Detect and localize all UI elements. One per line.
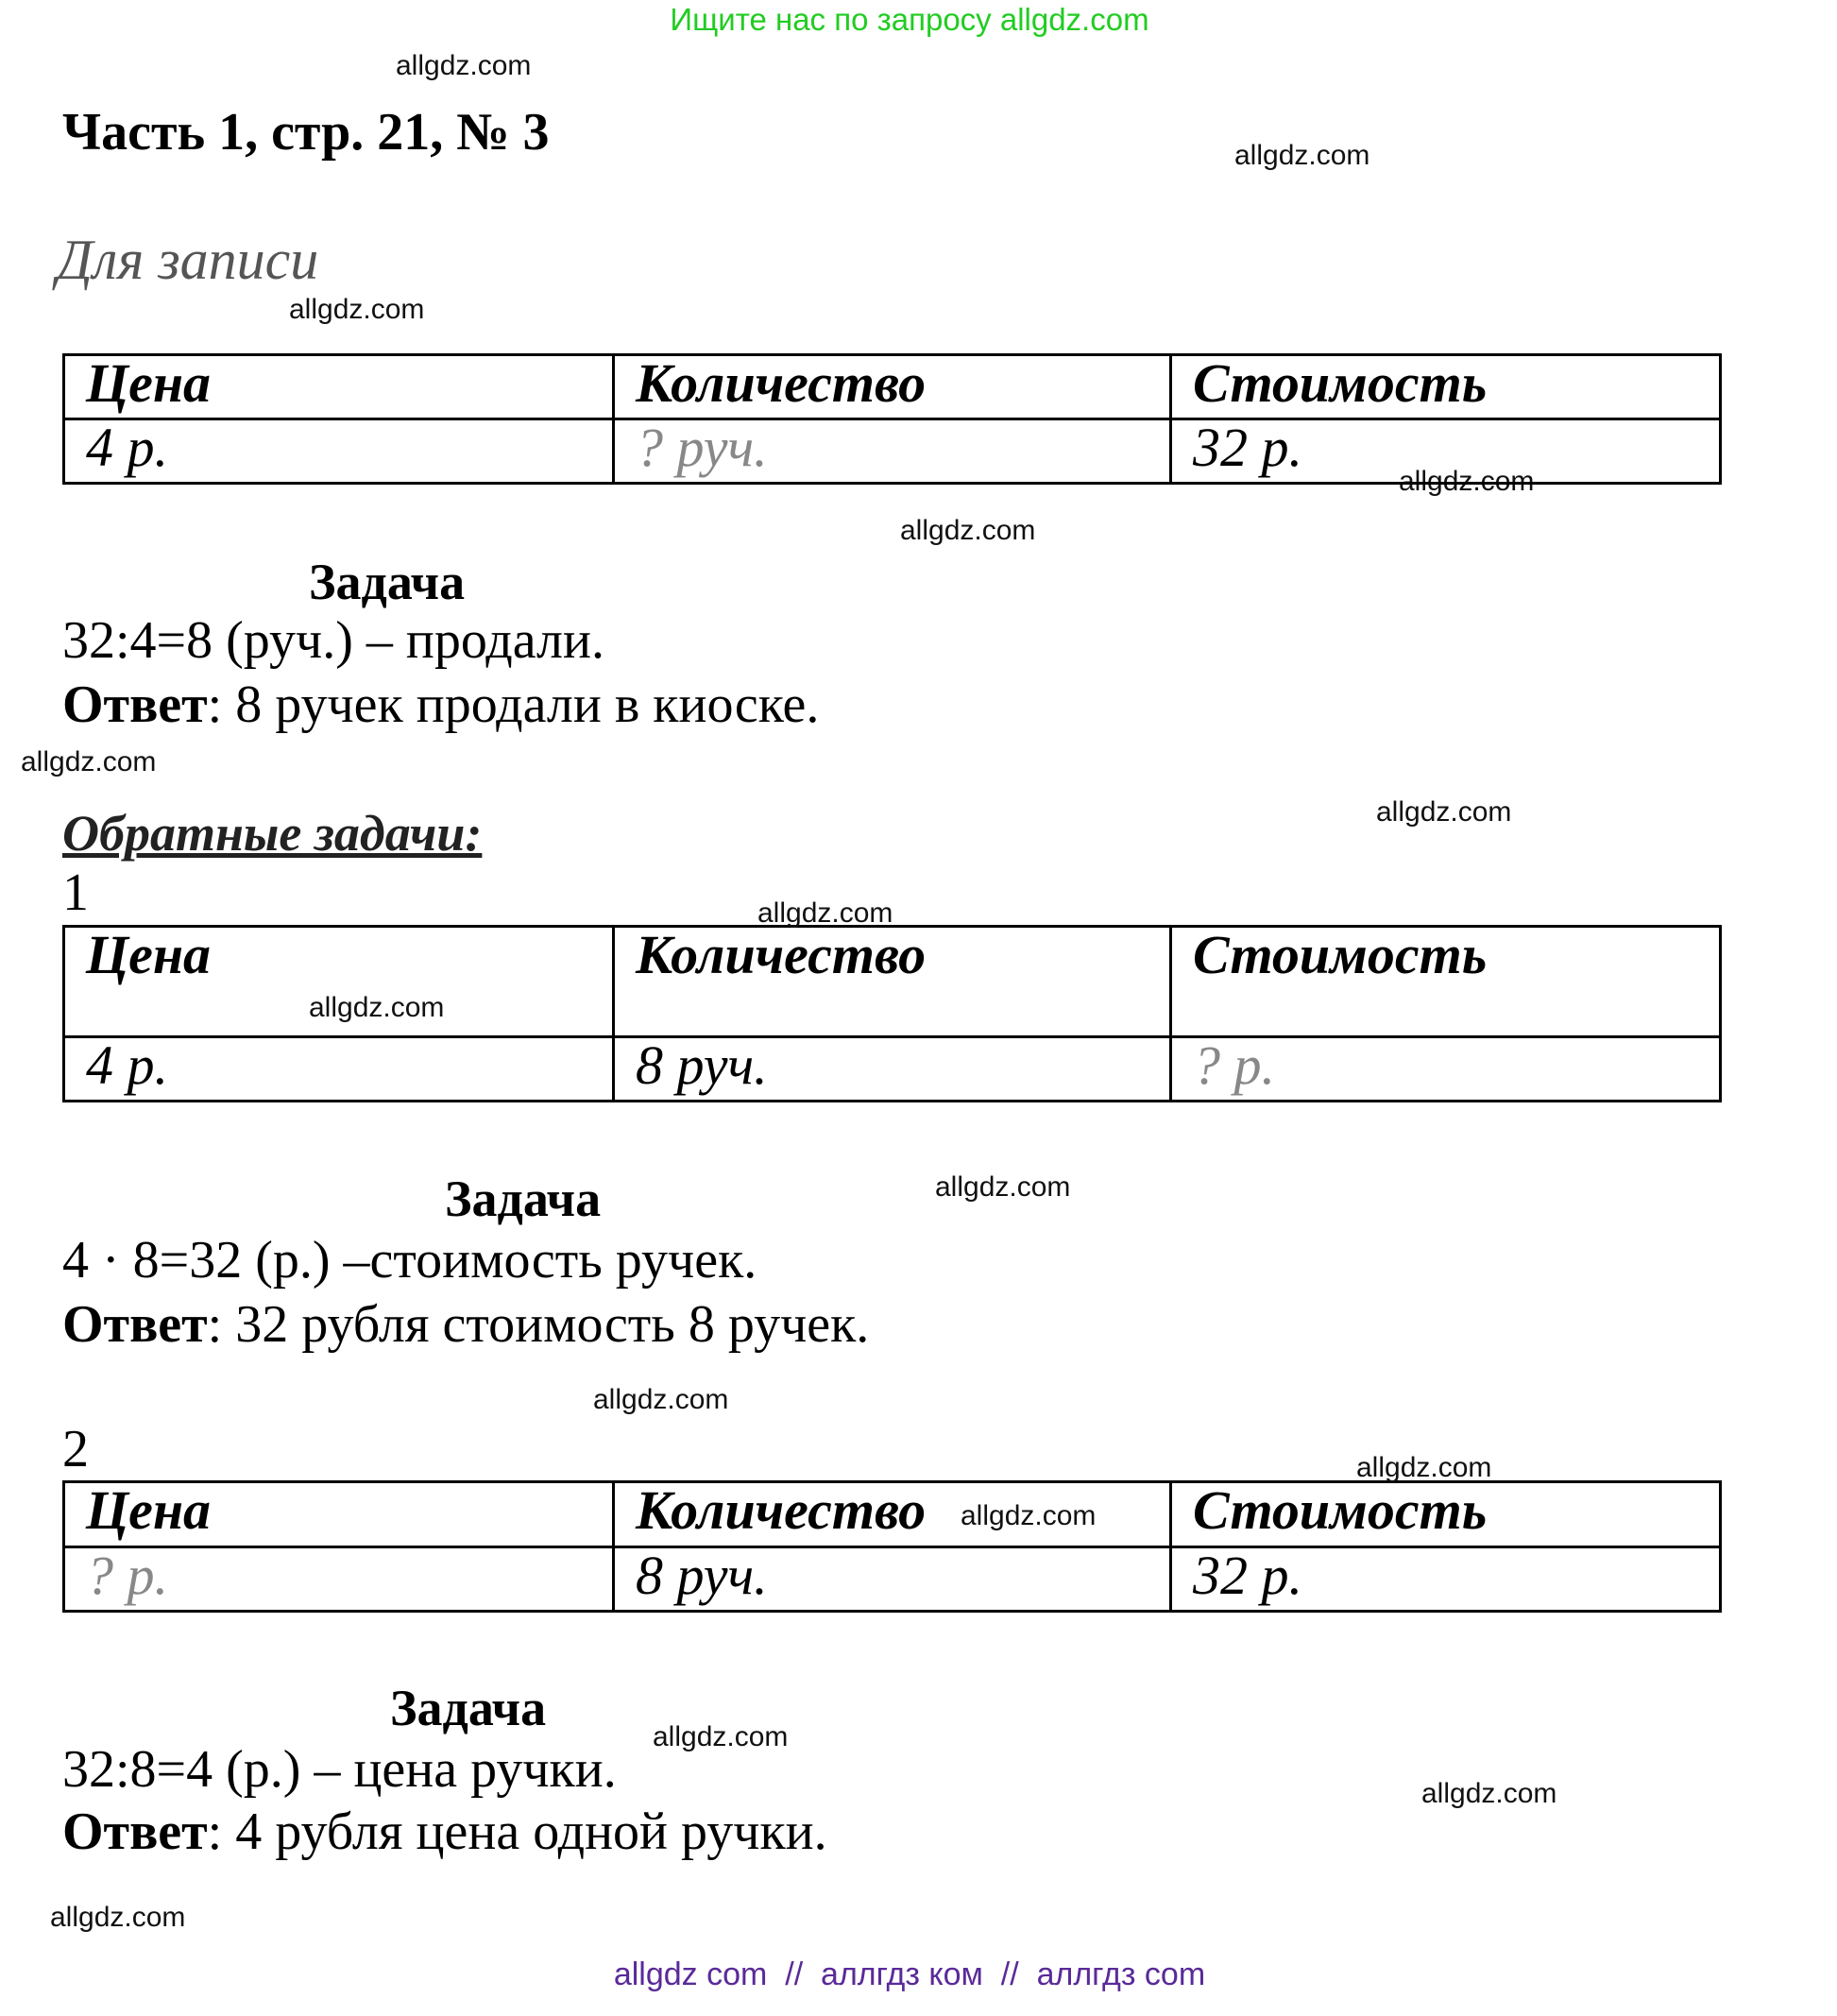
header-quantity: Количество [614, 355, 1171, 419]
watermark: allgdz.com [1376, 796, 1512, 828]
header-cost: Стоимость [1171, 1482, 1721, 1547]
watermark: allgdz.com [961, 1500, 1097, 1531]
header-cost: Стоимость [1171, 355, 1721, 419]
watermark: allgdz.com [50, 1902, 186, 1933]
solution-answer [62, 1295, 870, 1354]
header-cost: Стоимость [1171, 927, 1721, 1037]
header-quantity: Количество [614, 1482, 1171, 1547]
watermark: allgdz.com [1399, 466, 1535, 497]
inverse-number: 1 [62, 863, 89, 922]
cell-cost: 32 р. [1171, 1547, 1721, 1612]
task-heading: Задача [445, 1170, 602, 1227]
data-table-main [62, 353, 1722, 485]
header-price: Цена [64, 355, 614, 419]
cell-quantity: ? руч. [614, 419, 1171, 484]
answer-label: Ответ [62, 1802, 208, 1861]
top-banner[interactable]: Ищите нас по запросу allgdz.com [670, 2, 1149, 37]
solution-calc: 32:4=8 (руч.) – продали. [62, 611, 604, 670]
header-quantity: Количество [614, 927, 1171, 1037]
solution-calc: 4 · 8=32 (р.) –стоимость ручек. [62, 1231, 757, 1290]
cell-quantity: 8 руч. [614, 1037, 1171, 1102]
watermark: allgdz.com [1356, 1452, 1492, 1483]
cell-cost: 32 р. [1171, 419, 1721, 484]
solution-calc: 32:8=4 (р.) – цена ручки. [62, 1740, 617, 1799]
task-heading: Задача [309, 554, 466, 610]
answer-text: : 8 ручек продали в киоске. [207, 675, 820, 734]
watermark: allgdz.com [757, 897, 893, 929]
cell-price: 4 р. [64, 1037, 614, 1102]
solution-answer [62, 1802, 827, 1861]
watermark: allgdz.com [396, 50, 532, 81]
watermark: allgdz.com [1234, 140, 1370, 171]
header-price: Цена [64, 927, 614, 1037]
page-title: Часть 1, стр. 21, № 3 [62, 103, 550, 162]
watermark: allgdz.com [21, 746, 157, 777]
cell-quantity: 8 руч. [614, 1547, 1171, 1612]
watermark: allgdz.com [653, 1721, 789, 1752]
watermark: allgdz.com [900, 515, 1036, 546]
cell-cost: ? р. [1171, 1037, 1721, 1102]
answer-text: : 4 рубля цена одной ручки. [207, 1802, 827, 1861]
inverse-tasks-heading: Обратные задачи: [62, 805, 483, 862]
watermark: allgdz.com [309, 992, 445, 1023]
watermark: allgdz.com [1421, 1778, 1557, 1809]
cell-price: ? р. [64, 1547, 614, 1612]
solution-answer [62, 675, 820, 734]
cell-price: 4 р. [64, 419, 614, 484]
subtitle: Для записи [57, 229, 319, 291]
task-heading: Задача [390, 1680, 547, 1736]
bottom-banner[interactable]: allgdz com // аллгдз ком // аллгдз com [613, 1956, 1206, 1992]
watermark: allgdz.com [593, 1384, 729, 1415]
data-table-inverse-2 [62, 1480, 1722, 1613]
inverse-number: 2 [62, 1420, 89, 1478]
header-price: Цена [64, 1482, 614, 1547]
watermark: allgdz.com [935, 1171, 1071, 1203]
answer-text: : 32 рубля стоимость 8 ручек. [207, 1295, 870, 1354]
watermark: allgdz.com [289, 294, 425, 325]
answer-label: Ответ [62, 1295, 208, 1354]
answer-label: Ответ [62, 675, 208, 734]
